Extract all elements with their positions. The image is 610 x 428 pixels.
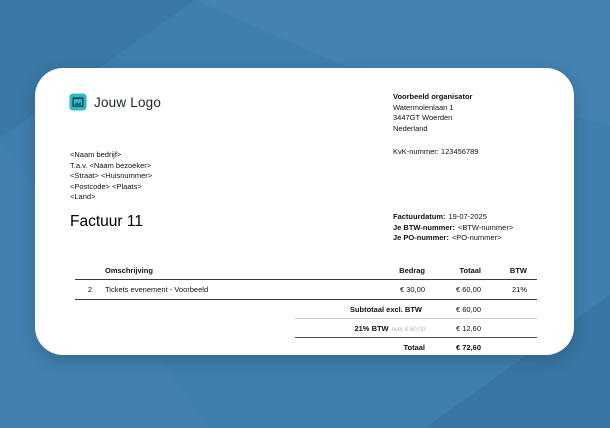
recipient-line: T.a.v. <Naam bezoeker>	[70, 160, 152, 170]
header-amount: Bedrag	[399, 266, 425, 275]
organizer-address-line: Nederland	[393, 123, 428, 133]
header-total: Totaal	[459, 266, 481, 275]
meta-line-btw-nummer	[393, 223, 513, 234]
recipient-line: <Straat> <Huisnummer>	[70, 171, 153, 180]
meta-value: <PO-nummer>	[451, 233, 502, 242]
totals-section	[295, 300, 537, 356]
grand-total-value: € 72,60	[455, 342, 481, 352]
vat-note: over € 60,00	[391, 326, 425, 333]
recipient-line: <Land>	[70, 192, 96, 201]
logo	[69, 93, 161, 111]
row-total: € 60,00	[455, 285, 481, 294]
invoice-title: Factuur 11	[70, 213, 143, 230]
recipient-line: <Postcode> <Plaats>	[70, 181, 142, 191]
invoice-meta-block	[393, 212, 513, 244]
meta-value: 19-07-2025	[448, 212, 487, 221]
organizer-address-line: Watermolenlaan 1	[393, 102, 454, 112]
table-row	[75, 280, 537, 300]
meta-line-factuurdatum	[393, 212, 513, 223]
row-qty: 2	[87, 285, 93, 294]
recipient-line: <Naam bedrijf>	[70, 150, 122, 159]
organizer-block	[393, 92, 478, 158]
subtotal-value: € 60,00	[455, 304, 481, 314]
grand-total-row	[295, 338, 537, 356]
table-header-row	[75, 263, 537, 280]
line-items-table	[75, 263, 537, 356]
vat-label: 21% BTW over € 60,00	[354, 323, 425, 333]
meta-label: Factuurdatum:	[393, 212, 446, 221]
row-vat: 21%	[511, 285, 527, 294]
grand-total-label: Totaal	[403, 342, 425, 352]
logo-label: Jouw Logo	[94, 94, 162, 110]
image-placeholder-icon	[69, 93, 87, 111]
subtotal-row	[295, 300, 537, 319]
organizer-address-line: 3447GT Woerden	[393, 113, 453, 122]
vat-value: € 12,60	[455, 323, 481, 333]
header-vat: BTW	[509, 266, 527, 275]
kvk-number: KvK-nummer: 123456789	[393, 147, 479, 156]
meta-label: Je PO-nummer:	[393, 233, 449, 242]
row-amount: € 30,00	[399, 285, 425, 294]
subtotal-label: Subtotaal excl. BTW	[349, 304, 422, 314]
header-description: Omschrijving	[105, 266, 153, 275]
vat-row	[295, 319, 537, 338]
meta-label: Je BTW-nummer:	[393, 222, 455, 232]
organizer-name: Voorbeeld organisator	[393, 92, 473, 101]
recipient-block	[70, 150, 152, 203]
row-description: Tickets evenement - Voorbeeld	[105, 285, 209, 294]
meta-line-po-nummer	[393, 233, 513, 244]
meta-value: <BTW-nummer>	[457, 222, 514, 232]
invoice-card	[35, 68, 574, 355]
